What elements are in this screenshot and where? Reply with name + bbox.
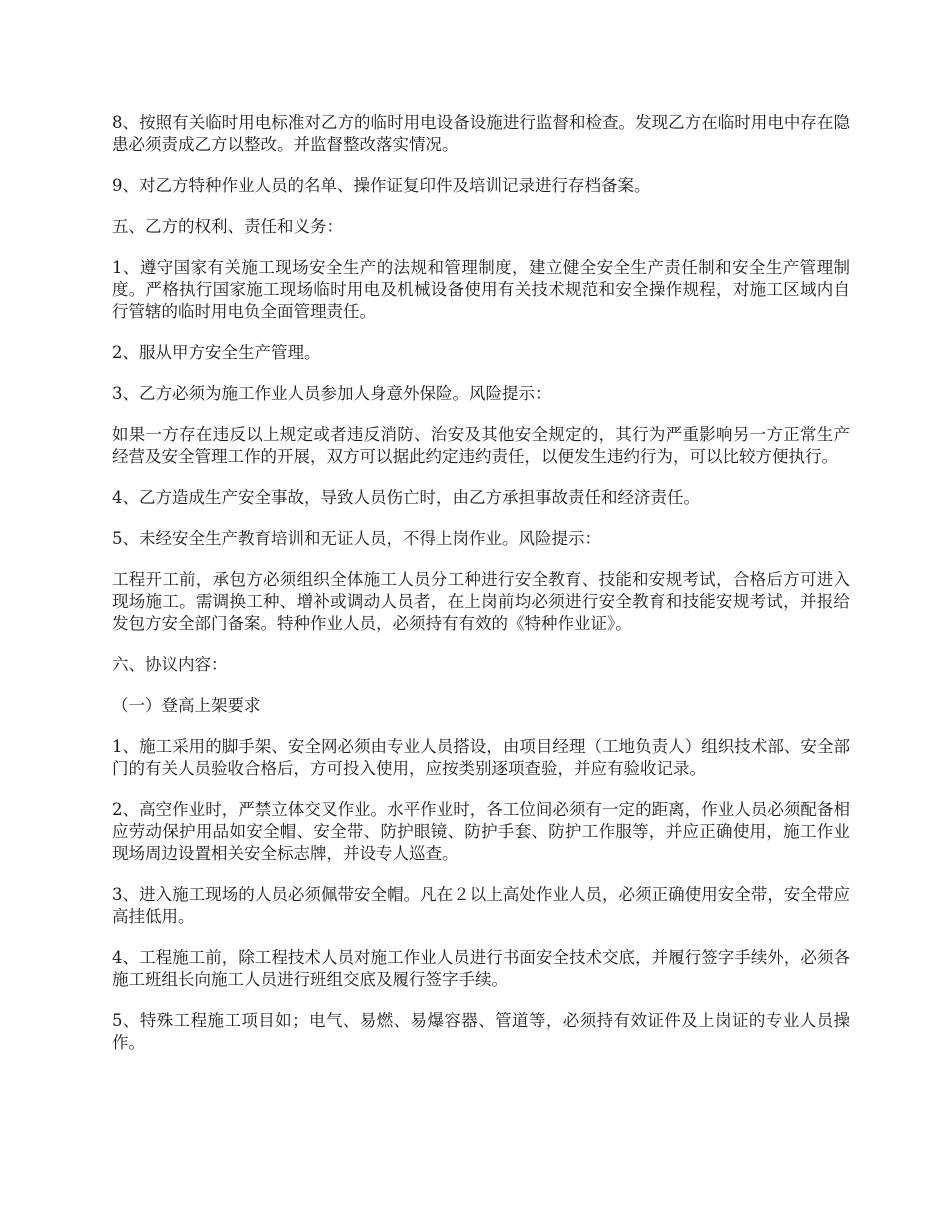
section-heading-party-b-rights: 五、乙方的权利、责任和义务： bbox=[112, 217, 343, 236]
paragraph-b4-accident-responsibility: 4、乙方造成生产安全事故，导致人员伤亡时，由乙方承担事故责任和经济责任。 bbox=[112, 488, 700, 507]
paragraph-c4-technical-briefing: 4、工程施工前，除工程技术人员对施工作业人员进行书面安全技术交底，并履行签字手续外，必须各施工班组长向施工人员进行班组交底及履行签字手续。 bbox=[112, 948, 850, 989]
paragraph-risk-note-safety-training: 工程开工前，承包方必须组织全体施工人员分工种进行安全教育、技能和安规考试，合格后方可进入现场施工。需调换工种、增补或调动人员者，在上岗前均必须进行安全教育和技能安规考试，并报给发包方安全部门备案。特种作业人员，必须持有有效的《特种作业证》。 bbox=[112, 570, 850, 633]
section-heading-agreement-content: 六、协议内容： bbox=[112, 655, 228, 674]
paragraph-c2-high-altitude-work: 2、高空作业时，严禁立体交叉作业。水平作业时，各工位间必须有一定的距离，作业人员必须配备相应劳动保护用品如安全帽、安全带、防护眼镜、防护手套、防护工作服等，并应正确使用，施工作业现场周边设置相关安全标志牌，并设专人巡查。 bbox=[112, 800, 850, 863]
paragraph-b2-obey-management: 2、服从甲方安全生产管理。 bbox=[112, 343, 321, 362]
paragraph-c5-special-projects: 5、特殊工程施工项目如；电气、易燃、易爆容器、管道等，必须持有效证件及上岗证的专业人员操作。 bbox=[112, 1011, 850, 1052]
paragraph-c3-safety-helmet: 3、进入施工现场的人员必须佩带安全帽。凡在２以上高处作业人员，必须正确使用安全带，安全带应高挂低用。 bbox=[112, 885, 850, 926]
paragraph-8-temporary-electricity-supervision: 8、按照有关临时用电标准对乙方的临时用电设备设施进行监督和检查。发现乙方在临时用电中存在隐患必须责成乙方以整改。并监督整改落实情况。 bbox=[112, 113, 850, 154]
paragraph-b5-no-unlicensed-work: 5、未经安全生产教育培训和无证人员，不得上岗作业。风险提示： bbox=[112, 529, 601, 548]
paragraph-b3-accident-insurance: 3、乙方必须为施工作业人员参加人身意外保险。风险提示： bbox=[112, 384, 552, 403]
paragraph-9-special-workers-records: 9、对乙方特种作业人员的名单、操作证复印件及培训记录进行存档备案。 bbox=[112, 176, 651, 195]
subsection-heading-height-work: （一）登高上架要求 bbox=[112, 696, 261, 715]
paragraph-c1-scaffolding: 1、施工采用的脚手架、安全网必须由专业人员搭设，由项目经理（工地负责人）组织技术部、安全部门的有关人员验收合格后，方可投入使用，应按类别逐项查验，并应有验收记录。 bbox=[112, 737, 850, 778]
paragraph-b1-comply-regulations: 1、遵守国家有关施工现场安全生产的法规和管理制度，建立健全安全生产责任制和安全生产管理制度。严格执行国家施工现场临时用电及机械设备使用有关技术规范和安全操作规程，对施工区域内自行管辖的临时用电负全面管理责任。 bbox=[112, 258, 850, 321]
paragraph-risk-note-breach-liability: 如果一方存在违反以上规定或者违反消防、治安及其他安全规定的，其行为严重影响另一方正常生产经营及安全管理工作的开展，双方可以据此约定违约责任，以便发生违约行为，可以比较方便执行。 bbox=[112, 425, 850, 466]
